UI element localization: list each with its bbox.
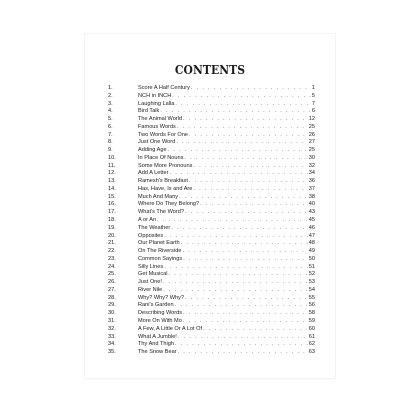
toc-entry-title: Thy And Thigh	[138, 341, 174, 348]
toc-entry	[108, 85, 315, 93]
toc-entry-number: 15.	[108, 193, 116, 200]
toc-entry-title: Describing Words	[138, 310, 183, 317]
toc-dot-leader	[176, 139, 308, 147]
toc-entry-number: 12.	[108, 170, 116, 177]
toc-dot-leader	[178, 334, 308, 342]
toc-entry-number: 10.	[108, 154, 116, 161]
toc-entry-number: 28.	[108, 294, 116, 301]
toc-dot-leader	[171, 225, 308, 233]
toc-entry	[108, 217, 315, 225]
toc-entry-title: NCH in INCH	[138, 92, 172, 99]
toc-entry-title: Laughing Lalla	[138, 100, 175, 107]
toc-entry-page: 26	[308, 131, 315, 138]
toc-entry	[108, 201, 315, 209]
toc-entry-page: 53	[308, 279, 315, 286]
toc-entry-number: 18.	[108, 217, 116, 224]
toc-dot-leader	[189, 132, 308, 140]
toc-entry	[108, 248, 315, 256]
toc-entry-number: 5.	[108, 116, 113, 123]
toc-dot-leader	[169, 170, 307, 178]
toc-entry-page: 27	[308, 139, 315, 146]
toc-entry-page: 50	[308, 255, 315, 262]
toc-entry	[108, 318, 315, 326]
toc-entry-title: Our Planet Earth	[138, 240, 180, 247]
toc-entry-number: 24.	[108, 263, 116, 270]
toc-entry-page: 40	[308, 201, 315, 208]
document-page	[85, 34, 335, 378]
toc-entry-page: 46	[308, 224, 315, 231]
toc-dot-leader	[183, 116, 308, 124]
toc-entry-number: 7.	[108, 131, 113, 138]
toc-entry	[108, 287, 315, 295]
toc-entry-page: 25	[308, 123, 315, 130]
toc-entry	[108, 256, 315, 264]
toc-entry-page: 52	[308, 271, 315, 278]
toc-entry-number: 32.	[108, 325, 116, 332]
toc-entry	[108, 155, 315, 163]
toc-dot-leader	[183, 310, 308, 318]
toc-entry-number: 13.	[108, 178, 116, 185]
toc-entry-page: 51	[308, 263, 315, 270]
toc-entry	[108, 302, 315, 310]
toc-entry-title: The Snow Bear	[138, 349, 177, 356]
toc-entry	[108, 209, 315, 217]
toc-dot-leader	[177, 124, 308, 132]
toc-entry-number: 11.	[108, 162, 116, 169]
toc-entry	[108, 233, 315, 241]
toc-entry-title: What A Jumble!	[138, 333, 177, 340]
toc-entry-title: A Few, A Little Or A Lot Of	[138, 325, 203, 332]
toc-entry	[108, 334, 315, 342]
toc-entry-title: Just One!	[138, 279, 162, 286]
toc-dot-leader	[200, 201, 308, 209]
toc-entry-number: 21.	[108, 240, 116, 247]
toc-entry-title: River Nile	[138, 286, 163, 293]
toc-entry	[108, 279, 315, 287]
toc-entry-page: 48	[308, 240, 315, 247]
toc-entry-title: In Place Of Nouns	[138, 154, 184, 161]
toc-entry-number: 33.	[108, 333, 116, 340]
toc-dot-leader	[181, 240, 308, 248]
toc-entry	[108, 108, 315, 116]
toc-entry	[108, 132, 315, 140]
toc-entry-page: 36	[308, 178, 315, 185]
toc-entry	[108, 101, 315, 109]
toc-entry-page: 25	[308, 147, 315, 154]
toc-dot-leader	[175, 341, 308, 349]
toc-dot-leader	[163, 287, 308, 295]
toc-dot-leader	[160, 108, 311, 116]
toc-entry-title: Bird Talk	[138, 108, 160, 115]
toc-entry-number: 31.	[108, 317, 116, 324]
toc-entry-number: 27.	[108, 286, 116, 293]
toc-entry-title: Much And Many	[138, 193, 179, 200]
toc-entry-page: 47	[308, 232, 315, 239]
toc-entry-page: 59	[308, 317, 315, 324]
toc-entry-title: On The Riverside	[138, 248, 182, 255]
toc-entry-number: 9.	[108, 147, 113, 154]
toc-entry-title: Add A Letter	[138, 170, 169, 177]
toc-entry-number: 25.	[108, 271, 116, 278]
toc-entry-title: Famous Words	[138, 123, 176, 130]
toc-entry-page: 6	[311, 108, 315, 115]
toc-entry-number: 8.	[108, 139, 113, 146]
toc-entry	[108, 349, 315, 357]
toc-entry-title: A or An	[138, 217, 157, 224]
toc-entry-page: 58	[308, 310, 315, 317]
toc-dot-leader	[183, 318, 308, 326]
toc-entry	[108, 225, 315, 233]
toc-entry-page: 62	[308, 341, 315, 348]
toc-dot-leader	[182, 248, 307, 256]
toc-dot-leader	[163, 279, 308, 287]
toc-entry-title: Score A Half Century	[138, 85, 190, 91]
toc-entry-page: 7	[311, 100, 315, 107]
toc-entry-number: 2.	[108, 92, 113, 99]
toc-entry	[108, 147, 315, 155]
toc-entry-title: Why? Why? Why?	[138, 294, 185, 301]
toc-entry	[108, 93, 315, 101]
toc-entry	[108, 264, 315, 272]
toc-entry-title: More On With Mo	[138, 317, 182, 324]
toc-dot-leader	[175, 101, 310, 109]
toc-entry-title: Get Musical	[138, 271, 168, 278]
toc-entry-page: 30	[308, 154, 315, 161]
toc-entry	[108, 240, 315, 248]
toc-entry-title: The Weather	[138, 224, 171, 231]
toc-entry-page: 60	[308, 325, 315, 332]
toc-entry	[108, 178, 315, 186]
toc-entry	[108, 341, 315, 349]
toc-entry-page: 54	[308, 286, 315, 293]
toc-entry-page: 55	[308, 294, 315, 301]
toc-entry-page: 61	[308, 333, 315, 340]
toc-entry	[108, 310, 315, 318]
toc-dot-leader	[184, 155, 307, 163]
toc-entry-number: 19.	[108, 224, 116, 231]
toc-entry	[108, 326, 315, 334]
toc-entry	[108, 186, 315, 194]
toc-entry-page: 32	[308, 162, 315, 169]
toc-entry-page: 38	[308, 193, 315, 200]
toc-entry-number: 3.	[108, 100, 113, 107]
toc-entry	[108, 139, 315, 147]
toc-dot-leader	[203, 326, 308, 334]
toc-entry-page: 49	[308, 248, 315, 255]
toc-dot-leader	[172, 93, 311, 101]
page-title: CONTENTS	[174, 62, 246, 77]
toc-dot-leader	[157, 217, 308, 225]
toc-entry-title: Opposites	[138, 232, 164, 239]
toc-entry-title: What's The Word?	[138, 209, 184, 216]
toc-entry-number: 29.	[108, 302, 116, 309]
toc-entry-number: 16.	[108, 201, 116, 208]
toc-dot-leader	[193, 163, 307, 171]
toc-dot-leader	[175, 302, 308, 310]
toc-entry-number: 34.	[108, 341, 116, 348]
toc-dot-leader	[169, 271, 308, 279]
toc-entry-number: 26.	[108, 279, 116, 286]
toc-entry-title: Two Words For One	[138, 131, 188, 138]
toc-entry-title: Ramesh's Breakfast	[138, 178, 188, 185]
toc-dot-leader	[193, 186, 307, 194]
toc-entry-number: 20.	[108, 232, 116, 239]
table-of-contents	[108, 85, 315, 357]
toc-entry-title: Rani's Garden	[138, 302, 174, 309]
toc-entry-title: Where Do They Belong?	[138, 201, 200, 208]
toc-dot-leader	[168, 147, 308, 155]
toc-entry-title: Common Sayings	[138, 255, 183, 262]
toc-dot-leader	[178, 349, 308, 357]
toc-entry-page: 43	[308, 209, 315, 216]
toc-entry-number: 1.	[108, 85, 113, 91]
toc-dot-leader	[185, 209, 308, 217]
toc-entry-title: Adding Age	[138, 147, 167, 154]
toc-entry-page: 63	[308, 349, 315, 356]
toc-entry-number: 23.	[108, 255, 116, 262]
toc-entry-number: 22.	[108, 248, 116, 255]
toc-entry-page: 1	[311, 85, 315, 91]
toc-entry-number: 6.	[108, 123, 113, 130]
toc-entry-number: 4.	[108, 108, 113, 115]
toc-entry-number: 17.	[108, 209, 116, 216]
toc-entry-page: 12	[308, 116, 315, 123]
toc-dot-leader	[183, 256, 308, 264]
toc-entry	[108, 124, 315, 132]
toc-dot-leader	[189, 178, 308, 186]
toc-entry-title: Some More Pronouns	[138, 162, 193, 169]
toc-entry-page: 34	[308, 170, 315, 177]
toc-dot-leader	[164, 264, 308, 272]
toc-entry	[108, 271, 315, 279]
toc-dot-leader	[164, 233, 308, 241]
toc-entry-title: Just One Word	[138, 139, 176, 146]
toc-entry	[108, 116, 315, 124]
toc-entry	[108, 295, 315, 303]
toc-entry	[108, 170, 315, 178]
toc-dot-leader	[185, 295, 308, 303]
toc-entry-number: 35.	[108, 349, 116, 356]
toc-entry-title: The Animal World	[138, 116, 183, 123]
toc-entry-page: 45	[308, 217, 315, 224]
toc-entry-page: 37	[308, 185, 315, 192]
toc-dot-leader	[179, 194, 308, 202]
toc-entry-page: 56	[308, 302, 315, 309]
toc-entry-title: Has, Have, Is and Are	[138, 185, 193, 192]
toc-entry-number: 30.	[108, 310, 116, 317]
toc-entry-page: 5	[311, 92, 315, 99]
toc-entry	[108, 163, 315, 171]
toc-entry-title: Silly Lines	[138, 263, 164, 270]
toc-entry	[108, 194, 315, 202]
toc-entry-number: 14.	[108, 185, 116, 192]
toc-dot-leader	[191, 85, 311, 93]
